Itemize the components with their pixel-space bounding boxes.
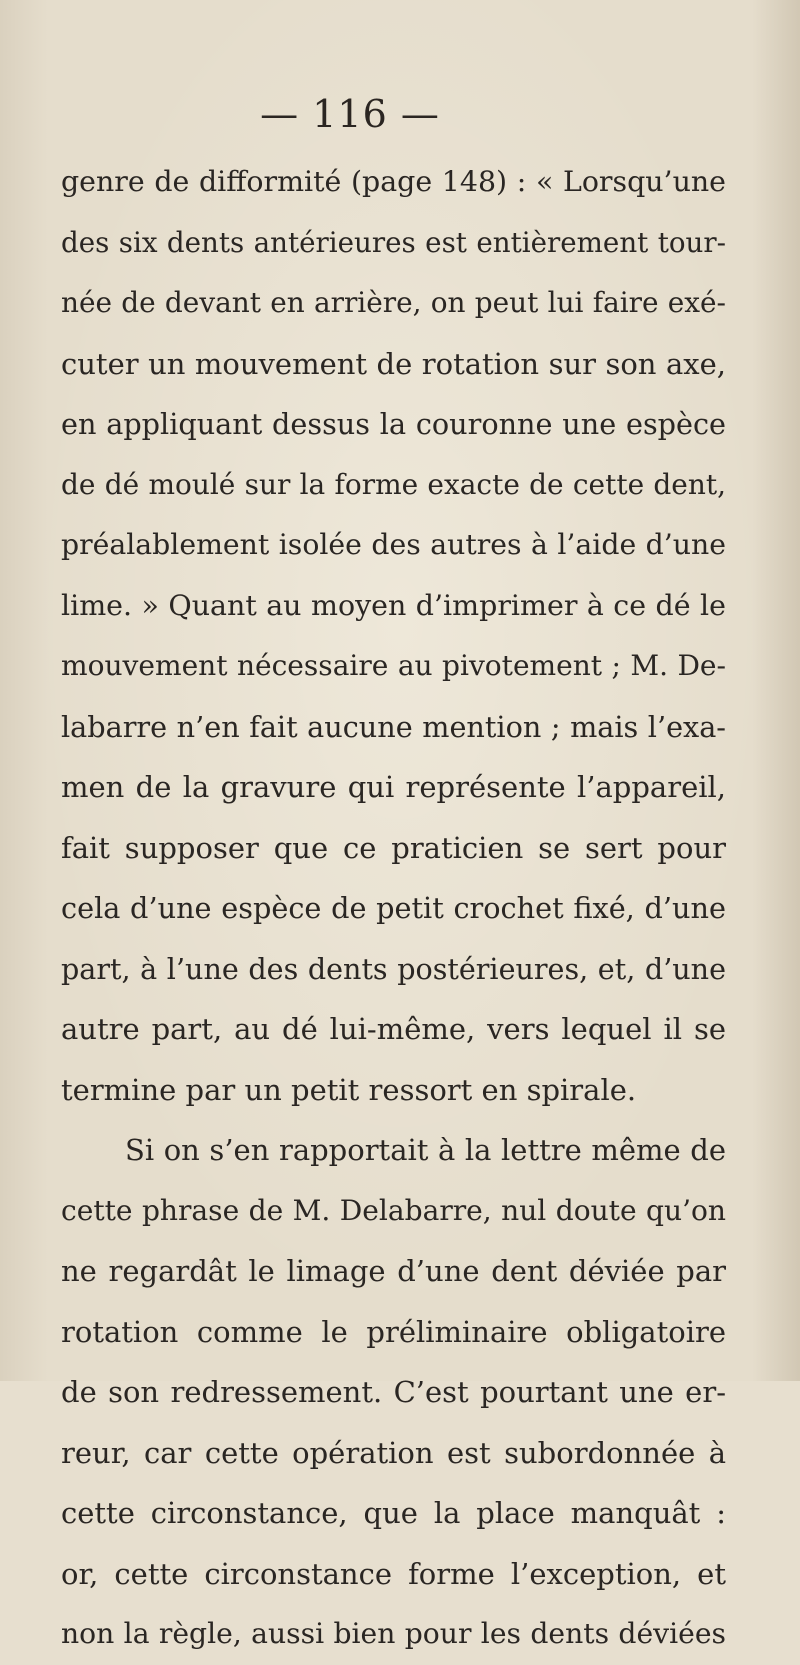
text-line: cuter un mouvement de rotation sur son axe, xyxy=(61,346,726,381)
text-line: rotation comme le préliminaire obligatoire xyxy=(61,1314,726,1349)
body-text xyxy=(61,152,726,1665)
text-line: de son redressement. C’est pourtant une er- xyxy=(61,1375,726,1409)
text-line: reur, car cette opération est subordonnée à xyxy=(61,1435,726,1470)
text-line: lime. » Quant au moyen d’imprimer à ce dé le xyxy=(61,588,726,622)
text-line: cette phrase de M. Delabarre, nul doute qu’on xyxy=(61,1193,726,1227)
text-line: cette circonstance, que la place manquât : xyxy=(61,1496,726,1530)
page-number: — 116 — xyxy=(260,92,440,136)
text-line: des six dents antérieures est entièrement tour- xyxy=(61,225,726,259)
text-line: mouvement nécessaire au pivotement ; M. De- xyxy=(61,649,726,682)
text-line: fait supposer que ce praticien se sert pour xyxy=(61,830,726,865)
text-line: autre part, au dé lui-même, vers lequel il se xyxy=(61,1012,726,1046)
text-line: termine par un petit ressort en spirale. xyxy=(61,1072,637,1107)
text-line: Si on s’en rapportait à la lettre même de xyxy=(125,1133,726,1167)
text-line: genre de difformité (page 148) : « Lorsqu’une xyxy=(61,165,726,198)
text-line: préalablement isolée des autres à l’aide d’une xyxy=(61,528,726,561)
text-line: non la règle, aussi bien pour les dents déviées xyxy=(61,1617,726,1650)
text-line: labarre n’en fait aucune mention ; mais l’exa- xyxy=(61,709,726,744)
text-line: part, à l’une des dents postérieures, et, d’une xyxy=(61,951,726,986)
text-line: cela d’une espèce de petit crochet fixé, d’une xyxy=(61,891,726,925)
text-line: or, cette circonstance forme l’exception, et xyxy=(61,1556,726,1591)
text-line: men de la gravure qui représente l’appareil, xyxy=(61,770,726,804)
text-line: ne regardât le limage d’une dent déviée par xyxy=(61,1254,726,1288)
text-line: de dé moulé sur la forme exacte de cette dent, xyxy=(61,467,726,501)
text-line: en appliquant dessus la couronne une espèce xyxy=(61,407,726,441)
text-line: née de devant en arrière, on peut lui faire exé- xyxy=(61,286,726,319)
